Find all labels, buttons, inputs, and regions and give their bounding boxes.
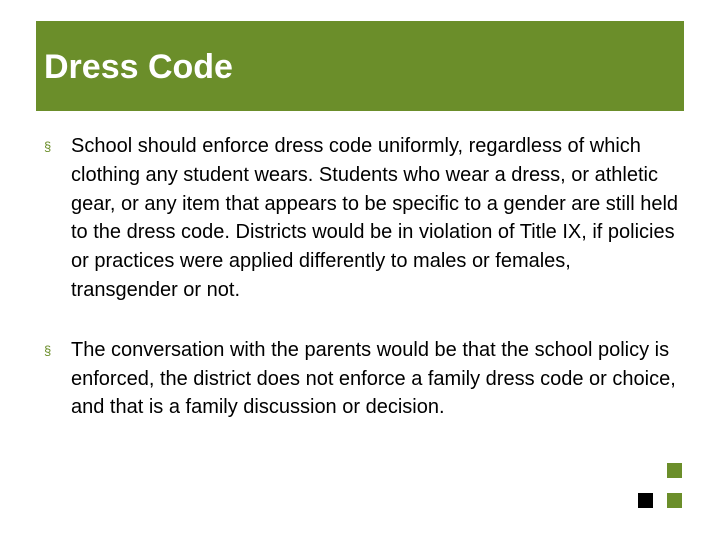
bullet-list: [44, 132, 680, 422]
title-bar: [36, 21, 684, 111]
bullet-item: [44, 336, 680, 422]
bullet-text: The conversation with the parents would be that the school policy is enforced, the district does not enforce a family dress code or choice, and that is a family discussion or decision.: [71, 338, 676, 419]
slide-title: Dress Code: [44, 48, 233, 86]
bullet-item: [44, 132, 680, 305]
decorative-green-square-icon: [667, 493, 682, 508]
bullet-text: School should enforce dress code uniformly, regardless of which clothing any student wears. Students who wear a dress, or athletic gear, or any item that appears to be specific to a gender are still held to the dress code. Districts would be in violation of Title IX, if policies or practices were applied differently to males or females, transgender or not.: [71, 135, 679, 301]
decorative-green-square-icon: [667, 463, 682, 478]
bullet-marker-icon: §: [44, 342, 52, 358]
bullet-marker-icon: §: [44, 139, 52, 154]
decorative-black-square-icon: [638, 493, 653, 508]
